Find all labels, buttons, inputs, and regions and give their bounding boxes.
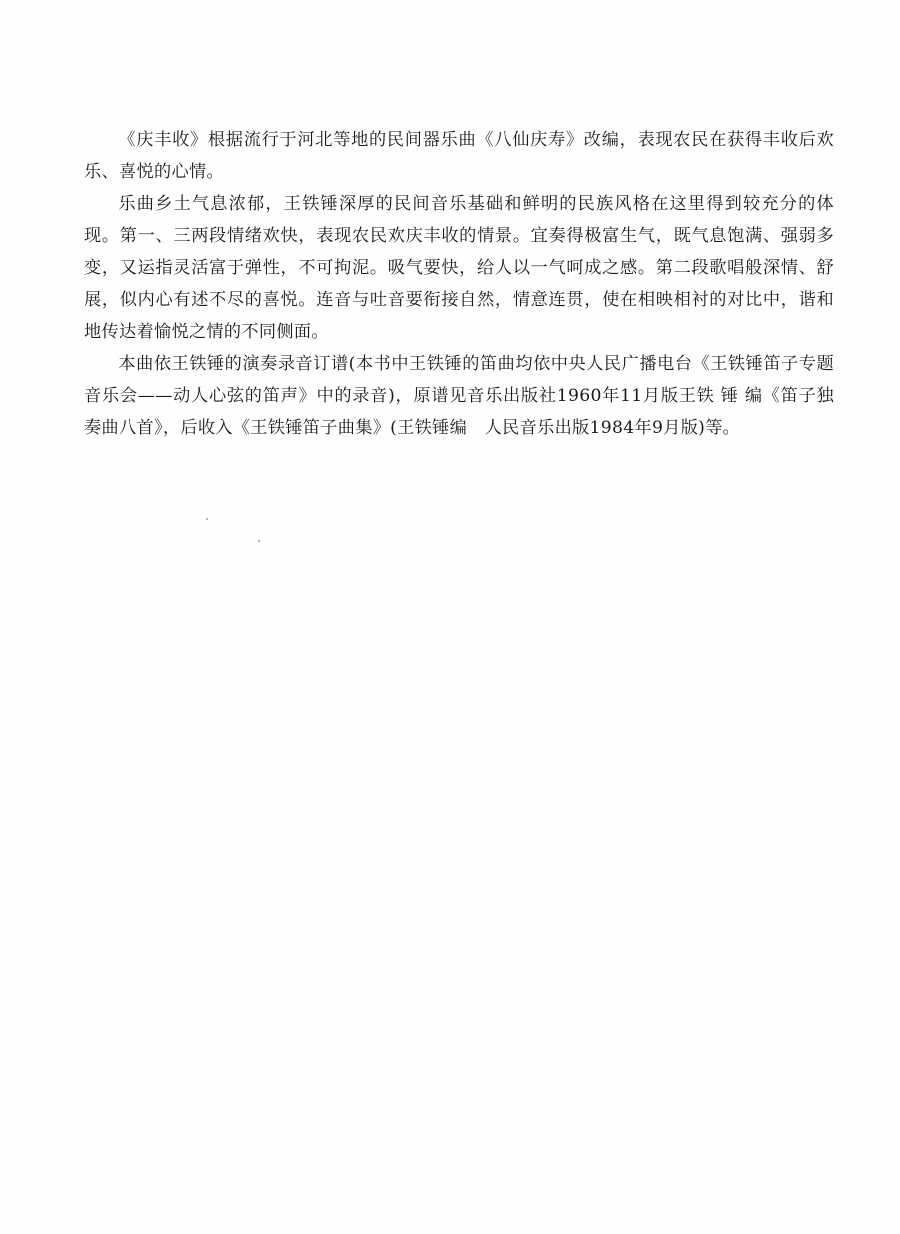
document-body	[84, 124, 834, 444]
paragraph-analysis: 乐曲乡土气息浓郁，王铁锤深厚的民间音乐基础和鲜明的民族风格在这里得到较充分的体现。第一、三两段情绪欢快，表现农民欢庆丰收的情景。宜奏得极富生气，既气息饱满、强弱多变，又运指灵活富于弹性，不可拘泥。吸气要快，给人以一气呵成之感。第二段歌唱般深情、舒展，似内心有述不尽的喜悦。连音与吐音要衔接自然，情意连贯，使在相映相衬的对比中，谐和地传达着愉悦之情的不同侧面。	[84, 194, 834, 342]
paragraph-intro: 《庆丰收》根据流行于河北等地的民间器乐曲《八仙庆寿》改编，表现农民在获得丰收后欢乐、喜悦的心情。	[84, 130, 834, 182]
scan-speck	[258, 540, 260, 542]
scan-speck	[206, 518, 208, 520]
paragraph-source: 本曲依王铁锤的演奏录音订谱(本书中王铁锤的笛曲均依中央人民广播电台《王铁锤笛子专题音乐会——动人心弦的笛声》中的录音)，原谱见音乐出版社1960年11月版王铁 锤 编《笛子独奏曲八首》，后收入《王铁锤笛子曲集》(王铁锤编 人民音乐出版1984年9月版)等。	[84, 354, 834, 438]
